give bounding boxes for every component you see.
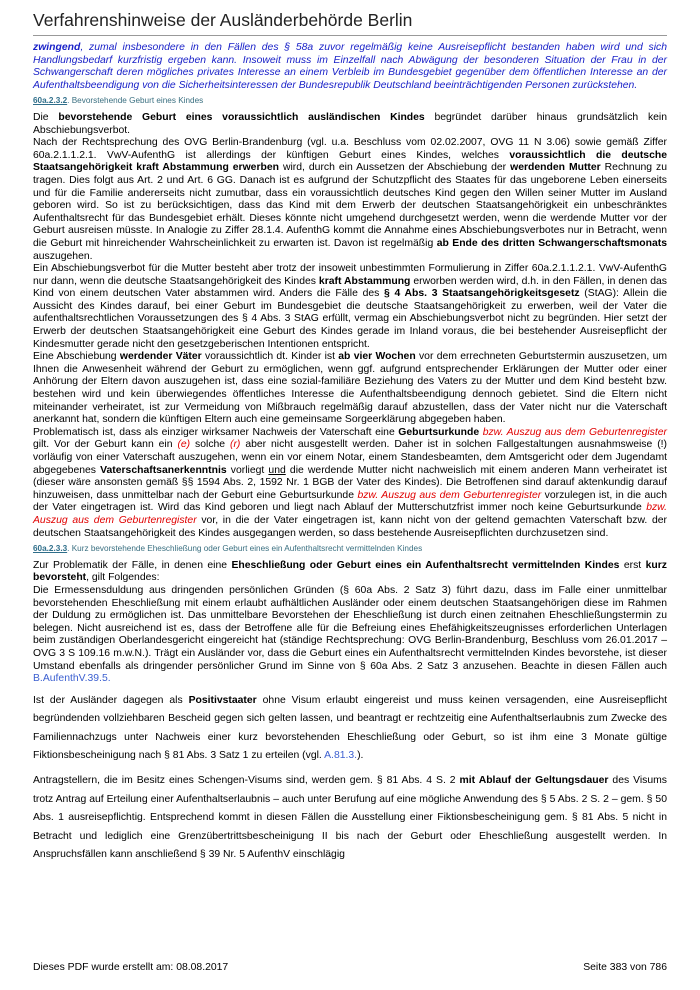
bold-text: werdenden Mutter bbox=[510, 162, 601, 174]
amended-text: bzw. Auszug aus dem Geburtenregister bbox=[479, 426, 667, 438]
document-body bbox=[33, 42, 667, 865]
text: Eine Abschiebung bbox=[33, 351, 120, 363]
amended-text: bzw. Auszug aus dem Geburtenregister bbox=[357, 489, 542, 501]
paragraph bbox=[33, 351, 667, 427]
text: erworben werden wird, d.h. in den Fällen, in denen das Kind von einem deutschen Vater abstammen wird. Anders die Fälle des bbox=[33, 275, 667, 300]
amended-text: bzw. Auszug aus dem Geburtenregister bbox=[33, 502, 667, 526]
text: (StAG): Allein die Aussicht des Kindes darauf, bei einer Geburt im Bundesgebiet die deutsche Staatsangehörigkeit zu erwerben, weil der Vater die aufenthaltsrechtlichen Voraussetzungen des § 4 Abs. 3 StAG erfüllt, vermag ein Abschiebungsverbot nicht zu begründen. Hier setzt der Erwerb der deutschen Staatsangehörigkeit eine Geburt des Kindes gerade im Inland voraus, die bei bestehender Ausreisepflicht der Kindesmutter gerade nicht den gesetzgeberischen Intentionen entspricht. bbox=[33, 288, 667, 350]
text: aber nicht ausgestellt werden. Daher ist in solchen Fallgestaltungen ausnahmsweise (!) vorläufig von einer Vaterschaft auszugehen, wenn ein vor einem Notar, einem Standesbeamten, dem Amtsgericht oder dem Jugendamt abgegebenes bbox=[33, 439, 668, 476]
cross-reference-link[interactable]: B.AufenthV.39.5. bbox=[33, 673, 111, 685]
section-heading-60a-2-3-2 bbox=[33, 95, 667, 108]
paragraph bbox=[33, 692, 667, 766]
amended-text: (r) bbox=[230, 439, 241, 451]
intro-text: , zumal insbesondere in den Fällen des § 58a zuvor regelmäßig keine Ausreisepflicht bestanden haben wird und sich Handlungsbedarf kurzfristig ergeben kann. Insoweit muss im Einzelfall nach Abwägung der besonderen Situation der Frau in der Schwangerschaft deren mögliches privates Interesse an einem Verbleib im Bundesgebiet gegenüber dem öffentlichen Interesse an der Aufenthaltsbeendigung von die Sicherheitsinteressen der Bundesrepublik Deutschland beeinträchtigenden Personen zurückstehen. bbox=[33, 42, 667, 91]
bold-text: ab Ende des dritten Schwangerschaftsmonats bbox=[436, 237, 668, 249]
text: gilt. Vor der Geburt kann ein bbox=[33, 439, 178, 451]
bold-text: Positivstaater bbox=[188, 694, 257, 706]
bold-text: kurz bevorsteht bbox=[33, 559, 667, 584]
section-number-dot: . bbox=[67, 96, 70, 106]
text: Nach der Rechtsprechung des OVG Berlin-Brandenburg (vgl. u.a. Beschluss vom 02.02.2007, OVG 11 N 3.06) sowie gemäß Ziffer 60a.2.1.1.2.1. VwV-AufenthG ist allerdings der künftigen Geburt eines Kindes, welches bbox=[33, 137, 667, 161]
cross-reference-link[interactable]: A.81.3. bbox=[324, 750, 358, 762]
section-heading-60a-2-3-3 bbox=[33, 543, 667, 556]
bold-text: mit Ablauf der Geltungsdauer bbox=[459, 775, 609, 787]
bold-text: ab vier Wochen bbox=[338, 351, 416, 363]
page-title: Verfahrenshinweise der Ausländerbehörde Berlin bbox=[33, 10, 667, 36]
text: voraussichtlich dt. Kinder ist bbox=[201, 351, 339, 363]
text: erst bbox=[619, 559, 646, 571]
text: Ist der Ausländer dagegen als bbox=[33, 694, 189, 706]
text: vorzulegen ist, in die auch der Vater eingetragen ist. Wird das Kind geboren und liegt nach Ablauf der Mutterschutzfrist immer noch keine Geburtsurkunde bbox=[33, 489, 668, 514]
text: Ein Abschiebungsverbot für die Mutter besteht aber trotz der insoweit unbestimmten Formulierung in Ziffer 60a.2.1.1.2.1. VwV-AufenthG nur dann, wenn die deutsche Staatsangehörigkeit des Kindes bbox=[33, 263, 667, 287]
paragraph bbox=[33, 772, 667, 865]
intro-emphasis: zwingend bbox=[33, 42, 81, 53]
bold-text: § 4 Abs. 3 Staatsangehörigkeitsgesetz bbox=[384, 288, 580, 300]
paragraph bbox=[33, 560, 667, 585]
bold-text: werdender Väter bbox=[119, 351, 202, 363]
bold-text: bevorstehende Geburt eines voraussichtlich ausländischen Kindes bbox=[58, 111, 425, 123]
text: , gilt Folgendes: bbox=[86, 572, 160, 584]
text: wird, durch ein Aussetzen der Abschiebung der bbox=[278, 162, 511, 174]
paragraph bbox=[33, 263, 667, 351]
text: begründet darüber hinaus grundsätzlich kein Abschiebungsverbot. bbox=[33, 111, 668, 136]
text: Rechnung zu tragen. Dies folgt aus Art. 2 und Art. 6 GG. Danach ist es aufgrund der Schutzpflicht des Staates für das ungeborene Leben einerseits und für die Familie andererseits nicht zumutbar, dass ein voraussichtlich deutsches Kind gegen den Willen seiner Mutter im Ausland geboren wird. So ist zu berücksichtigen, dass das Kind mit dem Erwerb der deutschen Staatsangehörigkeit ein unbeschränktes Aufenthaltsrecht für das Bundesgebiet erhält. Dieses könnte nicht umgehend durchgesetzt werden, wenn die werdende Mutter vor der Geburt ausreisen müsste. In Analogie zu Ziffer 28.1.4. AufenthG kommt die Annahme eines Abschiebungsverbotes nur in Betracht, wenn die Geburt mit hinreichender Wahrscheinlichkeit zu erwarten ist. Davon ist regelmäßig bbox=[33, 162, 667, 249]
paragraph bbox=[33, 112, 667, 137]
text: des Visums trotz Antrag auf Erteilung einer Aufenthaltserlaubnis – auch unter Berufung auf eine mögliche Anwendung des § 5 Abs. 2 S. 2 – gem. § 50 Abs. 1 ausreisepflichtig. Entsprechend kommt in diesen Fällen die Ausstellung einer Fiktionsbescheinigung gem. § 81 Abs. 5 nicht in Betracht und lediglich eine Grenzübertrittsbescheinigung II bis nach der Geburt oder Eheschließung ausgestellt werden. In Anspruchsfällen kann anschließend § 39 Nr. 5 AufenthV einschlägig bbox=[33, 775, 667, 861]
text: Antragstellern, die im Besitz eines Schengen-Visums sind, werden gem. § 81 Abs. 4 S. 2 bbox=[33, 775, 460, 787]
text: ). bbox=[357, 750, 364, 762]
amended-text: (e) bbox=[177, 439, 191, 451]
section-title: Bevorstehende Geburt eines Kindes bbox=[71, 96, 204, 106]
text: Die bbox=[33, 111, 59, 123]
section-number-link[interactable]: 60a.2.3.3 bbox=[33, 544, 68, 554]
paragraph bbox=[33, 137, 667, 263]
section-title: Kurz bevorstehende Eheschließung oder Geburt eines ein Aufenthaltsrecht vermittelnden Kindes bbox=[71, 544, 423, 554]
text: vor, in die der Vater eingetragen ist, kann nicht von der geltend gemachten Vaterschaft bzw. der deutschen Staatsangehörigkeit des Kindes ausgegangen werden, so dass bestehende Ausreisepflichten durchzusetzen sind. bbox=[33, 514, 667, 539]
section-number-link[interactable]: 60a.2.3.2 bbox=[33, 96, 68, 106]
bold-text: Geburtsurkunde bbox=[398, 426, 480, 438]
text: Zur Problematik der Fälle, in denen eine bbox=[33, 559, 232, 571]
paragraph bbox=[33, 585, 667, 686]
intro-paragraph bbox=[33, 42, 667, 92]
page-number: Seite 383 von 786 bbox=[583, 962, 667, 973]
text: solche bbox=[190, 439, 231, 451]
page-footer bbox=[33, 962, 667, 973]
section-number-dot: . bbox=[67, 544, 70, 554]
bold-text: voraussichtlich die deutsche Staatsangehörigkeit kraft Abstammung erwerben bbox=[33, 149, 667, 174]
bold-text: kraft Abstammung bbox=[318, 275, 411, 287]
underlined-text: und bbox=[268, 464, 286, 476]
creation-date: Dieses PDF wurde erstellt am: 08.08.2017 bbox=[33, 962, 229, 973]
text: vorliegt bbox=[226, 464, 269, 476]
bold-text: Vaterschaftsanerkenntnis bbox=[100, 464, 227, 476]
paragraph bbox=[33, 427, 667, 540]
bold-text: Eheschließung oder Geburt eines ein Aufenthaltsrecht vermittelnden Kindes bbox=[231, 559, 620, 571]
text: auszugehen. bbox=[33, 250, 93, 262]
text: Problematisch ist, dass als einziger wirksamer Nachweis der Vaterschaft eine bbox=[33, 426, 399, 438]
text: vor dem errechneten Geburtstermin auszusetzen, um Ihnen die Anwesenheit während der Geburt zu ermöglichen, wenn ggf. aufgrund entsprechender Erklärungen der Mutter oder einer Anhörung der Eltern davon auszugehen ist, dass eine sozial-familiäre Beziehung des Vaters zu der Mutter und dem Kind besteht bzw. bestehen wird und kein überwiegendes öffentliches Interesse die Aufenthaltsbeendigung dennoch gebietet. Sind die Eltern nicht miteinander verheiratet, ist zur Vermeidung von Mißbrauch regelmäßig darauf abzustellen, dass der Vater nicht nur die Vaterschaft anerkannt hat, sondern die künftigen Eltern auch eine gemeinsame Sorgeerklärung abgegeben haben. bbox=[33, 351, 667, 426]
text: ohne Visum erlaubt eingereist und muss keinen versagenden, eine Ausreisepflicht begründenden vollziehbaren Bescheid gegen sich gelten lassen, und beantragt er rechtzeitig eine Aufenthaltserlaubnis zum Zwecke des Familiennachzugs unter Nachweis einer kurz bevorstehenden Eheschließung oder Geburt, so ist ihm eine 3 Monate gültige Fiktionsbescheinigung nach § 81 Abs. 3 Satz 1 zu erteilen (vgl. bbox=[33, 694, 667, 762]
text: Die Ermessensduldung aus dringenden persönlichen Gründen (§ 60a Abs. 2 Satz 3) führt dazu, dass im Falle einer unmittelbar bevorstehenden Eheschließung mit einem erlaubt aufhältlichen Ausländer oder einem deutschen Staatsangehörigen diese im Rahmen der Duldung zu ermöglichen ist. Das unmittelbare Bevorstehen der Eheschließung ist durch einen zeitnahen Eheschließungstermin zu belegen. Nicht ausreichend ist es, dass der Betroffene alle für die Befreiung eines Ehefähigkeitszeugnisses erforderlichen Unterlagen beim zuständigen Oberlandesgericht eingereicht hat (ständige Rechtsprechung: OVG Berlin-Brandenburg, Beschluss vom 26.01.2017 – OVG 3 S 109.16 m.w.N.). Trägt ein Ausländer vor, dass die Geburt eines ein Aufenthaltsrecht vermittelnden Kindes bevorstehe, ist dieser Umstand ebenfalls als dringender persönlicher Grund im Sinne von § 60a Abs. 2 Satz 3 anzusehen. Beachte in diesen Fällen auch bbox=[33, 584, 667, 672]
text: die werdende Mutter nicht nachweislich mit einem anderen Mann verheiratet ist (dieser wäre ansonsten gemäß §§ 1594 Abs. 2, 1592 Nr. 1 BGB der Vater des Kindes). Die Betroffenen sind darauf aktenkundig darauf hinzuweisen, dass unmittelbar nach der Geburt eine Geburtsurkunde bbox=[33, 464, 667, 501]
